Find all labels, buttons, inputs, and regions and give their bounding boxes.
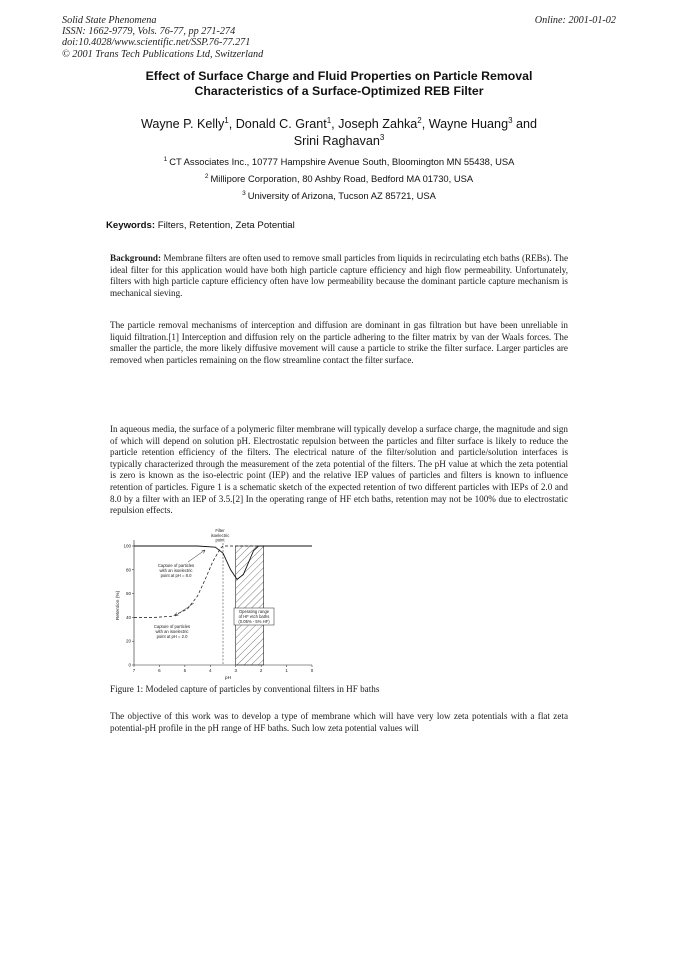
operating-range-label: (0.05% - 5% HF) <box>238 619 270 624</box>
affiliation <box>60 171 618 188</box>
author-list <box>80 116 598 150</box>
filter-iep-label: Filter <box>215 528 225 533</box>
affiliation-number: 3 <box>242 189 246 197</box>
x-tick-label: 4 <box>209 668 212 673</box>
y-axis-label: Retention (%) <box>116 590 121 621</box>
affiliation-text: Millipore Corporation, 80 Ashby Road, Bedford MA 01730, USA <box>210 172 474 184</box>
section-label: Background: <box>110 253 162 263</box>
paper-title-line-2: Characteristics of a Surface-Optimized REB Filter <box>194 84 484 98</box>
author-affil-mark: 2 <box>417 116 422 125</box>
affiliation-number: 1 <box>163 156 168 163</box>
author-conjunction: and <box>512 117 538 131</box>
journal-issn: ISSN: 1662-9779, Vols. 76-77, pp 271-274 <box>62 26 236 38</box>
paragraph-background <box>110 253 568 299</box>
author-name: Wayne P. Kelly <box>140 117 225 131</box>
retention-chart <box>112 528 327 681</box>
online-date: Online: 2001-01-02 <box>534 15 616 26</box>
paragraph-mechanisms: The particle removal mechanisms of interception and diffusion are dominant in gas filtration but have been unreliable in liquid filtration.[1] Interception and diffusion rely on the particle adhering to the filter matrix by van der Waals forces. The smaller the particle, the more likely diffusive movement will cause a particle to strike the filter surface. Larger particles are removed when particles remaining on the flow streamline contact the filter surface. <box>110 320 568 365</box>
figure-caption: Figure 1: Modeled capture of particles by conventional filters in HF baths <box>110 684 380 694</box>
y-tick-label: 40 <box>125 614 131 620</box>
keywords-text: Filters, Retention, Zeta Potential <box>155 220 295 231</box>
paper-title-line-1: Effect of Surface Charge and Fluid Properties on Particle Removal <box>145 69 533 83</box>
author-affil-mark: 3 <box>508 116 513 125</box>
y-tick-label: 100 <box>123 543 131 549</box>
annotation-iep8: Capture of particles <box>157 563 195 568</box>
annotation-arrow <box>188 550 205 562</box>
affiliation <box>60 154 618 171</box>
x-tick-label: 3 <box>234 668 237 673</box>
author-name: Srini Raghavan <box>293 134 380 148</box>
annotation-iep8: with an isoelectric <box>159 568 193 573</box>
paragraph-objective: The objective of this work was to develop a type of membrane which will have very low zeta potentials with a flat zeta potential-pH profile in the pH range of HF baths. Such low zeta potential values will <box>110 711 568 733</box>
affiliation <box>60 188 618 205</box>
y-tick-label: 20 <box>125 638 131 644</box>
keywords <box>106 220 295 231</box>
operating-range-label: of HF etch baths <box>238 614 270 619</box>
author-affil-mark: 1 <box>326 116 332 125</box>
annotation-iep2: Capture of particles <box>153 624 191 629</box>
paragraph-surface-charge: In aqueous media, the surface of a polymeric filter membrane will typically develop a surface charge, the magnitude and sign of which will depend on solution pH. Electrostatic repulsion between the particles and filter surface is likely to reduce the particle retention efficiency of the filters. The electrical nature of the filter/solution and particle/solution interfaces is typically characterized through the measurement of the zeta potential of the filters. The pH value at which the zeta potential is zero is known as the iso-electric point (IEP) and the relative IEP values of particles and filters is known to influence retention of particles. Figure 1 is a schematic sketch of the expected retention of two different particles with IEPs of 2.0 and 8.0 by a filter with an IEP of 3.5.[2] In the operating range of HF etch baths, retention may not be 100% due to electrostatic repulsion effects. <box>110 424 568 516</box>
y-tick-label: 0 <box>128 662 131 668</box>
affiliation-list <box>60 154 618 204</box>
x-tick-label: 6 <box>158 668 161 673</box>
author-name: , Donald C. Grant <box>228 117 327 131</box>
affiliation-number: 2 <box>204 172 209 180</box>
affiliation-text: CT Associates Inc., 10777 Hampshire Avenue South, Bloomington MN 55438, USA <box>169 156 515 167</box>
filter-iep-label: point <box>215 537 225 543</box>
journal-copyright: © 2001 Trans Tech Publications Ltd, Switzerland <box>62 48 264 60</box>
author-name: , Wayne Huang <box>421 117 509 131</box>
x-tick-label: 7 <box>132 668 136 673</box>
annotation-arrow <box>175 603 194 616</box>
x-tick-label: 5 <box>183 668 187 673</box>
operating-range-label: Operating range <box>238 609 270 614</box>
author-name: , Joseph Zahka <box>331 117 418 131</box>
paper-title <box>60 69 618 99</box>
journal-doi[interactable]: doi:10.4028/www.scientific.net/SSP.76-77.271 <box>62 37 251 49</box>
journal-name: Solid State Phenomena <box>62 15 157 26</box>
filter-iep-label: isoelectric <box>210 532 230 538</box>
paragraph-text: Membrane filters are often used to remove small particles from liquids in recirculating etch baths (REBs). The ideal filter for this application would have both high particle capture efficiency and high flow permeability. Unfortunately, filters with high particle capture efficiency often have low permeability because the dominant particle capture mechanism is mechanical sieving. <box>110 253 568 298</box>
operating-range-region <box>236 546 264 665</box>
y-tick-label: 80 <box>125 567 131 573</box>
affiliation-text: University of Arizona, Tucson AZ 85721, USA <box>247 189 436 201</box>
author-affil-mark: 1 <box>224 116 229 125</box>
x-tick-label: 2 <box>259 668 263 673</box>
annotation-iep2: with an isoelectric <box>155 629 189 634</box>
x-tick-label: 1 <box>285 668 288 673</box>
keywords-label: Keywords: <box>106 220 156 231</box>
y-tick-label: 60 <box>125 591 131 597</box>
x-tick-label: 0 <box>310 668 314 673</box>
journal-header <box>62 15 263 60</box>
author-affil-mark: 3 <box>379 133 385 142</box>
x-axis-label: pH <box>224 676 232 681</box>
figure-1 <box>112 528 327 681</box>
annotation-iep2: point at pH = 2.0 <box>156 634 188 639</box>
annotation-iep8: point at pH = 8.0 <box>160 573 192 578</box>
